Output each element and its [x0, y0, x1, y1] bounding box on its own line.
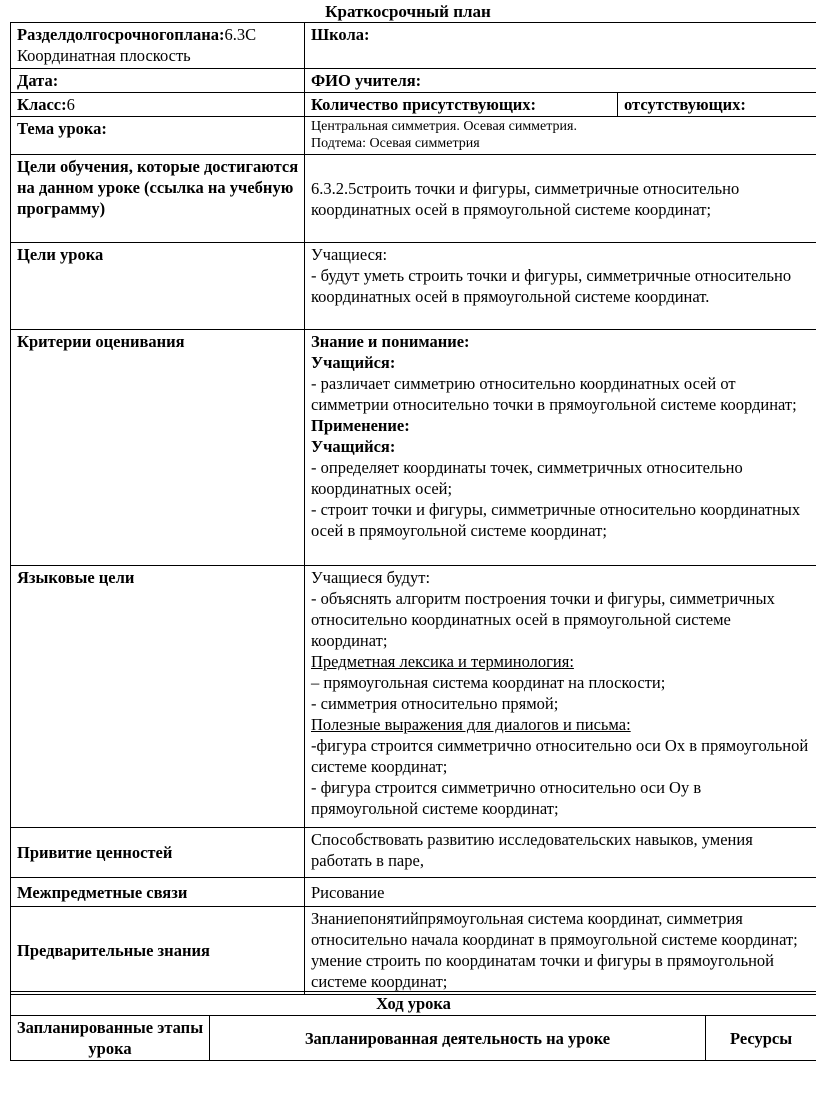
language-line-5: -фигура строится симметрично относительно оси Ох в прямоугольной системе координат;: [311, 736, 809, 776]
language-line-4: - симметрия относительно прямой;: [311, 694, 559, 713]
course-col-stages: Запланированные этапы урока: [11, 1016, 210, 1061]
learning-goals-label: Цели обучения, которые достигаются на данном уроке (ссылка на учебную программу): [11, 155, 305, 243]
cross-row: [11, 878, 816, 907]
section-cell: [11, 23, 305, 69]
learning-goals-row: [11, 155, 816, 243]
date-cell: [11, 69, 305, 93]
criteria-label: Критерии оценивания: [11, 330, 305, 566]
class-value: 6: [66, 95, 75, 114]
present-label: Количество присутствующих:: [311, 95, 537, 114]
language-line-6: - фигура строится симметрично относительно оси Оу в прямоугольной системе координат;: [311, 778, 702, 818]
absent-cell: [618, 93, 816, 117]
criteria-text-1: - различает симметрию относительно координатных осей от симметрии относительно точки в прямоугольной системе координат;: [311, 374, 797, 414]
values-text: Способствовать развитию исследовательских навыков, умения работать в паре,: [305, 828, 816, 878]
prior-row: [11, 907, 816, 995]
present-cell: [305, 93, 618, 117]
teacher-cell: [305, 69, 816, 93]
lesson-goals-label: Цели урока: [11, 243, 305, 330]
date-row: [11, 69, 816, 93]
lesson-goals-line-1: Учащиеся:: [311, 245, 388, 264]
language-subheading-2: Полезные выражения для диалогов и письма:: [311, 715, 631, 734]
class-cell: [11, 93, 305, 117]
cross-label: Межпредметные связи: [11, 878, 305, 907]
course-col-activity: Запланированная деятельность на уроке: [210, 1016, 706, 1061]
criteria-heading-4: Учащийся:: [311, 437, 396, 456]
language-goals-label: Языковые цели: [11, 566, 305, 828]
topic-line-1: Центральная симметрия. Осевая симметрия.: [311, 119, 577, 134]
section-value: 6.3С: [224, 25, 257, 44]
absent-label: отсутствующих:: [624, 95, 746, 114]
criteria-text-3: - строит точки и фигуры, симметричные относительно координатных осей в прямоугольной системе координат;: [311, 500, 801, 540]
values-label: Привитие ценностей: [11, 828, 305, 878]
lesson-course-table: [10, 991, 816, 1061]
criteria-text-2: - определяет координаты точек, симметричных относительно координатных осей;: [311, 458, 743, 498]
criteria-heading-2: Учащийся:: [311, 353, 396, 372]
plan-table: [10, 22, 816, 995]
lesson-goals-row: [11, 243, 816, 330]
language-goals-cell: [305, 566, 816, 828]
section-label: Разделдолгосрочногоплана:: [17, 25, 225, 44]
topic-label: Тема урока:: [11, 117, 305, 155]
lesson-goals-line-2: - будут уметь строить точки и фигуры, симметричные относительно координатных осей в прямоугольной системе координат.: [311, 266, 792, 306]
lesson-goals-cell: [305, 243, 816, 330]
language-line-1: Учащиеся будут:: [311, 568, 431, 587]
course-title: Ход урока: [11, 992, 816, 1016]
language-goals-row: [11, 566, 816, 828]
teacher-label: ФИО учителя:: [311, 71, 422, 90]
prior-label: Предварительные знания: [11, 907, 305, 995]
topic-row: [11, 117, 816, 155]
page-title: Краткосрочный план: [325, 2, 491, 21]
criteria-cell: [305, 330, 816, 566]
language-line-3: – прямоугольная система координат на плоскости;: [311, 673, 666, 692]
criteria-heading-3: Применение:: [311, 416, 410, 435]
criteria-heading-1: Знание и понимание:: [311, 332, 470, 351]
prior-text: Знаниепонятийпрямоугольная система координат, симметрия относительно начала координат в прямоугольной системе координат; умение строить по координатам точки и фигуры в прямоугольной системе координат;: [305, 907, 816, 995]
class-row: [11, 93, 816, 117]
values-row: [11, 828, 816, 878]
language-subheading-1: Предметная лексика и терминология:: [311, 652, 574, 671]
topic-cell: [305, 117, 816, 155]
learning-goals-text: 6.3.2.5строить точки и фигуры, симметричные относительно координатных осей в прямоугольной системе координат;: [305, 155, 816, 243]
section-name: Координатная плоскость: [17, 46, 191, 65]
section-row: [11, 23, 816, 69]
school-label: Школа:: [311, 25, 370, 44]
school-cell: [305, 23, 816, 69]
language-line-2: - объяснять алгоритм построения точки и фигуры, симметричных относительно координатных осей в прямоугольной системе координат;: [311, 589, 775, 650]
course-col-resources: Ресурсы: [706, 1016, 816, 1061]
date-label: Дата:: [17, 71, 59, 90]
class-label: Класс:: [17, 95, 67, 114]
cross-text: Рисование: [305, 878, 816, 907]
criteria-row: [11, 330, 816, 566]
topic-line-2: Подтема: Осевая симметрия: [311, 136, 480, 151]
